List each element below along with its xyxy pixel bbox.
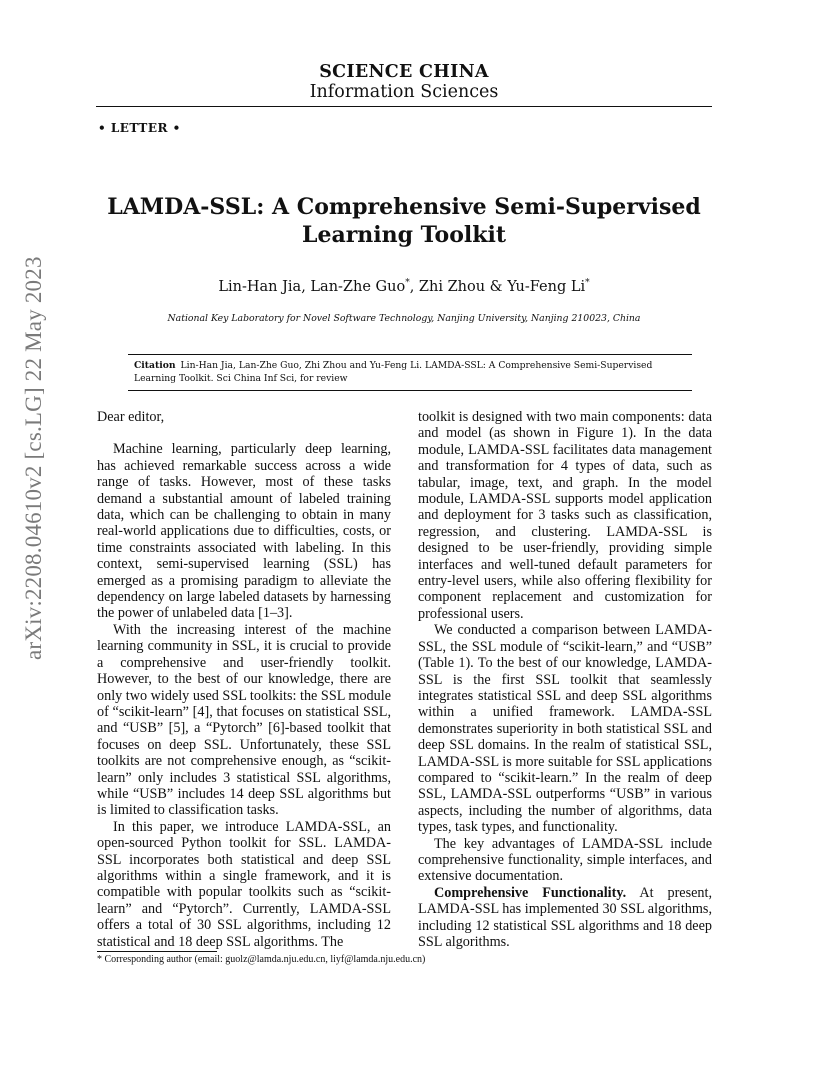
author-name: Yu-Feng Li [507,278,586,295]
body-paragraph [418,885,712,951]
author-separator: , [301,278,311,295]
footnote-rule [97,951,217,952]
body-paragraph: We conducted a comparison between LAMDA-SSL, the SSL module of “scikit-learn,” and “USB” (Table 1). To the best of our knowledge, LAMDA-SSL is the first SSL toolkit that seamlessly integrates statistical SSL and deep SSL algorithms within a unified framework. LAMDA-SSL demonstrates superiority in both statistical SSL and deep SSL domains. In the realm of statistical SSL, LAMDA-SSL is more suitable for SSL applications compared to “scikit-learn.” In the realm of deep SSL, LAMDA-SSL outperforms “USB” in various aspects, including the number of algorithms, data types, task types, and functionality. [418,622,712,836]
author-separator: , [409,278,419,295]
journal-title: SCIENCE CHINA [319,62,489,82]
citation-label: Citation [134,360,176,371]
paragraph-text: At present, LAMDA-SSL has implemented 30 SSL algorithms, including 12 statistical SSL algorithms and 18 deep SSL algorithms. [418,884,713,950]
body-paragraph: The key advantages of LAMDA-SSL include comprehensive functionality, simple interfaces, and extensive documentation. [418,835,712,885]
author-name: Zhi Zhou [418,278,486,295]
body-paragraph: Machine learning, particularly deep learning, has achieved remarkable success across a wide range of tasks. However, most of these tasks demand a substantial amount of labeled training data, which can be challenging to obtain in many real-world applications due to difficulties, costs, or time constraints associated with labeling. In this context, semi-supervised learning (SSL) has emerged as a promising paradigm to alleviate the dependency on large labeled datasets by harnessing the power of unlabeled data [1–3]. [97,441,391,622]
article-type-label: • LETTER • [98,121,181,135]
title-line-2: Learning Toolkit [301,222,506,248]
footnote: * Corresponding author (email: guolz@lamda.nju.edu.cn, liyf@lamda.nju.edu.cn) [97,954,426,965]
author-list [96,278,712,295]
journal-subtitle: Information Sciences [309,82,499,102]
author-name: Lin-Han Jia [218,278,302,295]
body-paragraph: toolkit is designed with two main components: data and model (as shown in Figure 1). In the data module, LAMDA-SSL facilitates data management and transformation for 4 types of data, such as tabular, image, text, and graph. In the model module, LAMDA-SSL supports model application and deployment for 3 tasks such as classification, regression, and clustering. LAMDA-SSL is designed to be user-friendly, providing simple interfaces and well-tuned default parameters for entry-level users, while also offering flexibility for component replacement and customization for professional users. [418,409,712,622]
title-line-1: LAMDA-SSL: A Comprehensive Semi-Supervised [107,194,701,220]
left-column [97,409,391,950]
body-paragraph: With the increasing interest of the machine learning community in SSL, it is crucial to provide a comprehensive and user-friendly toolkit. However, to the best of our knowledge, there are only two widely used SSL toolkits: the SSL module of “scikit-learn” [4], that focuses on statistical SSL, and “USB” [5], a “Pytorch” [6]-based toolkit that focuses on deep SSL. Unfortunately, these SSL toolkits are not comprehensive enough, as “scikit-learn” only includes 3 statistical SSL algorithms, while “USB” includes 14 deep SSL algorithms but is limited to classification tasks. [97,621,391,819]
body-paragraph: In this paper, we introduce LAMDA-SSL, an open-sourced Python toolkit for SSL. LAMDA-SSL incorporates both statistical and deep SSL algorithms within a single framework, and it is compatible with popular toolkits such as “scikit-learn” and “Pytorch”. Currently, LAMDA-SSL offers a total of 30 SSL algorithms, including 12 statistical and 18 deep SSL algorithms. The [97,818,391,950]
paper-title [96,193,712,249]
arxiv-identifier: arXiv:2208.04610v2 [cs.LG] 22 May 2023 [21,256,46,660]
greeting: Dear editor, [97,409,165,425]
corresponding-mark: * [405,278,410,288]
affiliation: National Key Laboratory for Novel Software Technology, Nanjing University, Nanjing 210023, China [167,313,641,324]
run-in-heading: Comprehensive Functionality. [434,884,627,901]
citation-box [128,354,692,391]
author-separator: & [485,278,508,295]
citation-text: Lin-Han Jia, Lan-Zhe Guo, Zhi Zhou and Yu-Feng Li. LAMDA-SSL: A Comprehensive Semi-Supervised Learning Toolkit. Sci China Inf Sci, for review [134,360,653,384]
right-column [418,409,712,950]
header-rule [96,106,712,107]
author-name: Lan-Zhe Guo [310,278,406,295]
corresponding-mark: * [585,278,590,288]
